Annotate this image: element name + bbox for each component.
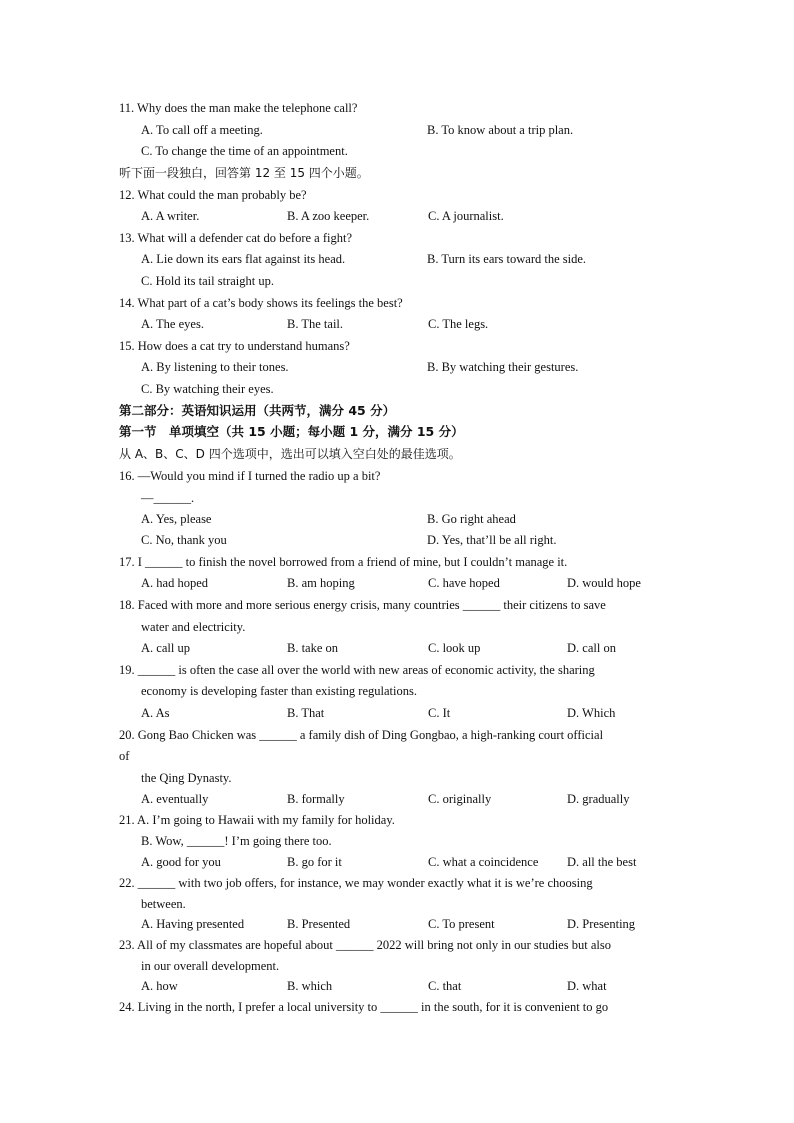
question-14-option-a: A. The eyes. bbox=[141, 317, 204, 331]
question-12-stem: 12. What could the man probably be? bbox=[119, 188, 307, 202]
question-24-stem-line1: 24. Living in the north, I prefer a local university to ______ in the south, for it is convenient to go bbox=[119, 1000, 609, 1014]
question-15-stem: 15. How does a cat try to understand humans? bbox=[119, 339, 350, 353]
section-1-heading: 第一节 单项填空（共 15 小题；每小题 1 分，满分 15 分） bbox=[119, 424, 464, 439]
question-23-option-d: D. what bbox=[567, 979, 607, 993]
question-15-option-c: C. By watching their eyes. bbox=[141, 382, 274, 396]
question-16-option-d: D. Yes, that’ll be all right. bbox=[427, 533, 557, 547]
question-18-option-d: D. call on bbox=[567, 641, 616, 655]
question-12-option-a: A. A writer. bbox=[141, 209, 200, 223]
question-17-option-c: C. have hoped bbox=[428, 576, 500, 590]
question-20-option-a: A. eventually bbox=[141, 792, 209, 806]
question-13-option-c: C. Hold its tail straight up. bbox=[141, 274, 274, 288]
question-23-option-b: B. which bbox=[287, 979, 333, 993]
question-18-option-c: C. look up bbox=[428, 641, 481, 655]
question-11-stem: 11. Why does the man make the telephone call? bbox=[119, 101, 358, 115]
question-19-option-b: B. That bbox=[287, 706, 325, 720]
question-20-option-b: B. formally bbox=[287, 792, 345, 806]
question-18-option-a: A. call up bbox=[141, 641, 190, 655]
question-12-option-c: C. A journalist. bbox=[428, 209, 504, 223]
question-23-option-a: A. how bbox=[141, 979, 178, 993]
question-17-option-b: B. am hoping bbox=[287, 576, 355, 590]
question-21-option-d: D. all the best bbox=[567, 855, 637, 869]
question-17-option-d: D. would hope bbox=[567, 576, 641, 590]
question-14-stem: 14. What part of a cat’s body shows its feelings the best? bbox=[119, 296, 403, 310]
question-14-option-b: B. The tail. bbox=[287, 317, 344, 331]
question-19-option-d: D. Which bbox=[567, 706, 616, 720]
question-20-stem-line3: the Qing Dynasty. bbox=[141, 771, 232, 785]
question-23-stem-line2: in our overall development. bbox=[141, 959, 280, 973]
question-19-stem-line1: 19. ______ is often the case all over the world with new areas of economic activity, the sharing bbox=[119, 663, 595, 677]
question-16-option-b: B. Go right ahead bbox=[427, 512, 516, 526]
question-19-option-c: C. It bbox=[428, 706, 451, 720]
question-11-option-c: C. To change the time of an appointment. bbox=[141, 144, 348, 158]
question-13-option-b: B. Turn its ears toward the side. bbox=[427, 252, 587, 266]
question-16-option-c: C. No, thank you bbox=[141, 533, 227, 547]
question-13-stem: 13. What will a defender cat do before a fight? bbox=[119, 231, 353, 245]
question-18-stem-line1: 18. Faced with more and more serious energy crisis, many countries ______ their citizens to save bbox=[119, 598, 606, 612]
part-2-heading: 第二部分：英语知识运用（共两节，满分 45 分） bbox=[119, 403, 396, 418]
question-21-stem-line1: 21. A. I’m going to Hawaii with my family for holiday. bbox=[119, 813, 395, 827]
question-20-stem-line2: of bbox=[119, 749, 130, 763]
question-22-stem-line2: between. bbox=[141, 897, 186, 911]
question-20-option-d: D. gradually bbox=[567, 792, 630, 806]
question-20-option-c: C. originally bbox=[428, 792, 492, 806]
question-22-stem-line1: 22. ______ with two job offers, for instance, we may wonder exactly what it is we’re choosing bbox=[119, 876, 593, 890]
question-11-option-a: A. To call off a meeting. bbox=[141, 123, 263, 137]
question-17-option-a: A. had hoped bbox=[141, 576, 208, 590]
question-11-option-b: B. To know about a trip plan. bbox=[427, 123, 574, 137]
question-22-option-a: A. Having presented bbox=[141, 917, 245, 931]
question-22-option-c: C. To present bbox=[428, 917, 495, 931]
question-21-option-a: A. good for you bbox=[141, 855, 221, 869]
question-16-reply: —______. bbox=[141, 491, 195, 505]
question-12-option-b: B. A zoo keeper. bbox=[287, 209, 370, 223]
question-16-stem: 16. —Would you mind if I turned the radio up a bit? bbox=[119, 469, 381, 483]
question-21-stem-line2: B. Wow, ______! I’m going there too. bbox=[141, 834, 332, 848]
question-17-stem: 17. I ______ to finish the novel borrowed from a friend of mine, but I couldn’t manage it. bbox=[119, 555, 568, 569]
question-23-option-c: C. that bbox=[428, 979, 462, 993]
question-21-option-b: B. go for it bbox=[287, 855, 342, 869]
question-22-option-d: D. Presenting bbox=[567, 917, 636, 931]
question-19-stem-line2: economy is developing faster than existing regulations. bbox=[141, 684, 417, 698]
section-1-instruction: 从 A、B、C、D 四个选项中，选出可以填入空白处的最佳选项。 bbox=[119, 447, 461, 461]
question-15-option-b: B. By watching their gestures. bbox=[427, 360, 579, 374]
question-20-stem-line1: 20. Gong Bao Chicken was ______ a family dish of Ding Gongbao, a high-ranking court official bbox=[119, 728, 604, 742]
listening-instruction-12-15: 听下面一段独白，回答第 12 至 15 四个小题。 bbox=[119, 166, 369, 180]
question-14-option-c: C. The legs. bbox=[428, 317, 489, 331]
question-13-option-a: A. Lie down its ears flat against its head. bbox=[141, 252, 346, 266]
question-16-option-a: A. Yes, please bbox=[141, 512, 212, 526]
question-22-option-b: B. Presented bbox=[287, 917, 351, 931]
question-21-option-c: C. what a coincidence bbox=[428, 855, 539, 869]
question-15-option-a: A. By listening to their tones. bbox=[141, 360, 289, 374]
question-18-option-b: B. take on bbox=[287, 641, 339, 655]
question-19-option-a: A. As bbox=[141, 706, 170, 720]
question-18-stem-line2: water and electricity. bbox=[141, 620, 246, 634]
question-23-stem-line1: 23. All of my classmates are hopeful about ______ 2022 will bring not only in our studies but also bbox=[119, 938, 611, 952]
